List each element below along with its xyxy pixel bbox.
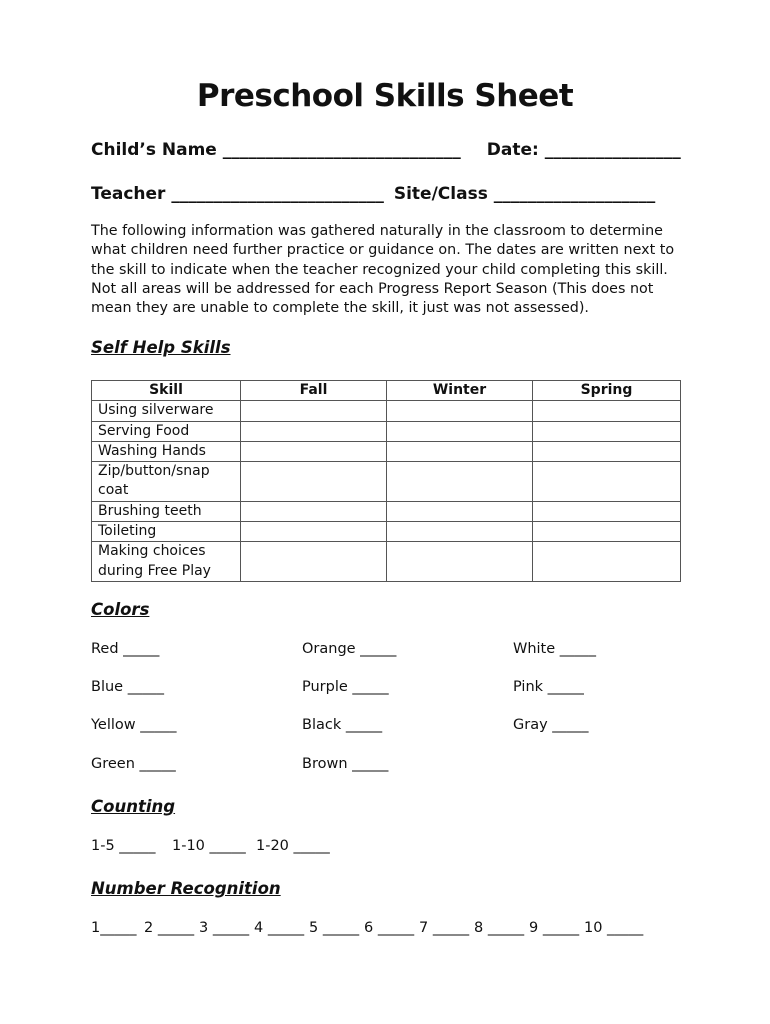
spring-date-cell — [533, 441, 681, 461]
site-class-field: Site/Class ___________________ — [393, 184, 656, 204]
number-recognition-row — [91, 920, 643, 936]
date-field: Date: ________________ — [486, 140, 681, 160]
number-item: 8 _____ — [474, 920, 525, 936]
table-row — [92, 401, 681, 421]
fall-date-cell — [241, 542, 387, 582]
number-item: 5 _____ — [309, 920, 360, 936]
table-row — [92, 522, 681, 542]
column-header-fall: Fall — [241, 381, 387, 401]
color-item: Gray _____ — [513, 717, 589, 733]
self-help-table — [91, 380, 681, 582]
number-item: 2 _____ — [144, 920, 195, 936]
winter-date-cell — [387, 462, 533, 502]
number-recognition-heading: Number Recognition — [91, 879, 281, 898]
table-row — [92, 501, 681, 521]
skill-name-cell: Toileting — [92, 522, 241, 542]
intro-paragraph: The following information was gathered naturally in the classroom to determine what children need further practice or guidance on. The dates are written next to the skill to indicate when the teacher recognized your child completing this skill. Not all areas will be addressed for each Progress Report Season (This does not mean they are unable to complete the skill, it just was not assessed). — [91, 223, 675, 317]
color-item: Pink _____ — [513, 679, 584, 695]
number-item: 10 _____ — [584, 920, 644, 936]
number-item: 9 _____ — [529, 920, 580, 936]
table-header-row — [92, 381, 681, 401]
fall-date-cell — [241, 421, 387, 441]
number-item: 7 _____ — [419, 920, 470, 936]
number-item: 1_____ — [91, 920, 137, 936]
winter-date-cell — [387, 522, 533, 542]
color-item: Yellow _____ — [91, 717, 177, 733]
number-item: 3 _____ — [199, 920, 250, 936]
winter-date-cell — [387, 441, 533, 461]
skill-name-cell: Making choices during Free Play — [92, 542, 241, 582]
teacher-site-row — [91, 184, 655, 204]
skill-name-cell: Using silverware — [92, 401, 241, 421]
colors-heading: Colors — [91, 600, 150, 619]
table-row — [92, 441, 681, 461]
fall-date-cell — [241, 462, 387, 502]
self-help-heading: Self Help Skills — [91, 338, 231, 357]
color-item: White _____ — [513, 641, 597, 657]
column-header-skill: Skill — [92, 381, 241, 401]
color-item: Brown _____ — [302, 756, 389, 772]
self-help-table-body — [92, 401, 681, 582]
table-row — [92, 542, 681, 582]
counting-item: 1-10 _____ — [172, 838, 246, 854]
table-row — [92, 462, 681, 502]
spring-date-cell — [533, 501, 681, 521]
skill-name-cell: Brushing teeth — [92, 501, 241, 521]
spring-date-cell — [533, 421, 681, 441]
counting-row — [91, 838, 330, 854]
winter-date-cell — [387, 401, 533, 421]
name-date-row — [91, 140, 681, 160]
fall-date-cell — [241, 501, 387, 521]
winter-date-cell — [387, 421, 533, 441]
childs-name-field: Child’s Name ____________________________ — [91, 140, 461, 160]
fall-date-cell — [241, 522, 387, 542]
color-item: Red _____ — [91, 641, 160, 657]
winter-date-cell — [387, 542, 533, 582]
page-title: Preschool Skills Sheet — [196, 78, 574, 114]
fall-date-cell — [241, 401, 387, 421]
skill-name-cell: Zip/button/snap coat — [92, 462, 241, 502]
skill-name-cell: Washing Hands — [92, 441, 241, 461]
color-item: Purple _____ — [302, 679, 389, 695]
fall-date-cell — [241, 441, 387, 461]
column-header-spring: Spring — [533, 381, 681, 401]
spring-date-cell — [533, 462, 681, 502]
number-item: 6 _____ — [364, 920, 415, 936]
spring-date-cell — [533, 522, 681, 542]
number-item: 4 _____ — [254, 920, 305, 936]
color-item: Black _____ — [302, 717, 383, 733]
skill-name-cell: Serving Food — [92, 421, 241, 441]
color-item: Blue _____ — [91, 679, 164, 695]
color-item: Green _____ — [91, 756, 176, 772]
color-item: Orange _____ — [302, 641, 397, 657]
winter-date-cell — [387, 501, 533, 521]
spring-date-cell — [533, 401, 681, 421]
counting-heading: Counting — [91, 797, 176, 816]
counting-item: 1-5 _____ — [91, 838, 156, 854]
spring-date-cell — [533, 542, 681, 582]
counting-item: 1-20 _____ — [256, 838, 330, 854]
teacher-field: Teacher _________________________ — [91, 184, 384, 204]
table-row — [92, 421, 681, 441]
column-header-winter: Winter — [387, 381, 533, 401]
